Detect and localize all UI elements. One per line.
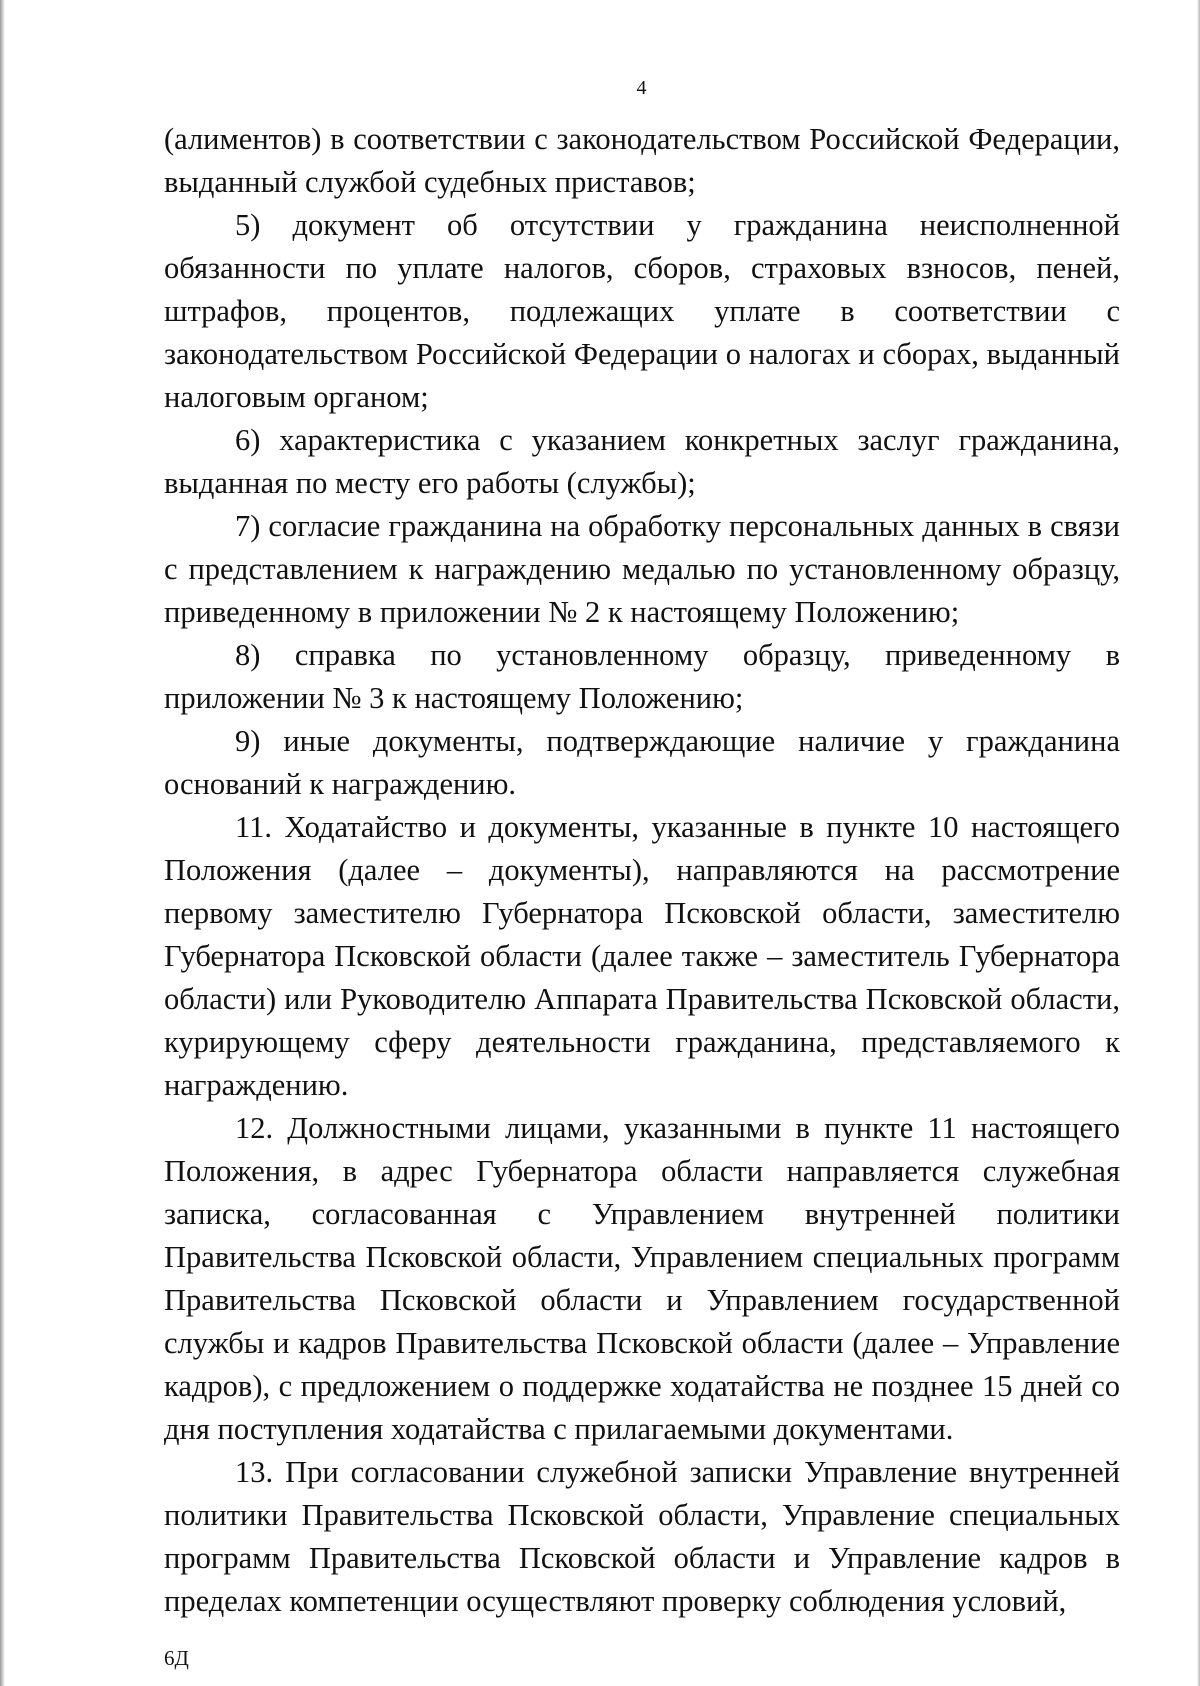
paragraph-6: 9) иные документы, подтверждающие наличие у гражданина оснований к награждению. (164, 724, 1120, 801)
document-body (164, 118, 1120, 1623)
paragraph-4: 7) согласие гражданина на обработку персональных данных в связи с представлением к награждению медалью по установленному образцу, приведенному в приложении № 2 к настоящему Положению; (164, 509, 1120, 629)
paragraph-2: 5) документ об отсутствии у гражданина неисполненной обязанности по уплате налогов, сборов, страховых взносов, пеней, штрафов, процентов, подлежащих уплате в соответствии с законодательством Российской Федерации о налогах и сборах, выданный налоговым органом; (164, 208, 1120, 414)
footer-code: 6Д (164, 1646, 189, 1670)
paragraph-9: 13. При согласовании служебной записки Управление внутренней политики Правительства Псковской области, Управление специальных программ Правительства Псковской области и Управление кадров в пределах компетенции осуществляют проверку соблюдения условий, (164, 1455, 1120, 1618)
paragraph-8: 12. Должностными лицами, указанными в пункте 11 настоящего Положения, в адрес Губернатора области направляется служебная записка, согласованная с Управлением внутренней политики Правительства Псковской области, Управлением специальных программ Правительства Псковской области и Управлением государственной службы и кадров Правительства Псковской области (далее – Управление кадров), с предложением о поддержке ходатайства не позднее 15 дней со дня поступления ходатайства с прилагаемыми документами. (164, 1111, 1120, 1446)
paragraph-5: 8) справка по установленному образцу, приведенному в приложении № 3 к настоящему Положению; (164, 638, 1120, 715)
paragraph-1: (алиментов) в соответствии с законодательством Российской Федерации, выданный службой судебных приставов; (164, 122, 1120, 199)
paragraph-7: 11. Ходатайство и документы, указанные в пункте 10 настоящего Положения (далее – документы), направляются на рассмотрение первому заместителю Губернатора Псковской области, заместителю Губернатора Псковской области (далее также – заместитель Губернатора области) или Руководителю Аппарата Правительства Псковской области, курирующему сферу деятельности гражданина, представляемого к награждению. (164, 810, 1120, 1102)
page-number: 4 (636, 77, 647, 99)
scan-left-edge (0, 0, 5, 1686)
paragraph-3: 6) характеристика с указанием конкретных заслуг гражданина, выданная по месту его работы (службы); (164, 423, 1120, 500)
